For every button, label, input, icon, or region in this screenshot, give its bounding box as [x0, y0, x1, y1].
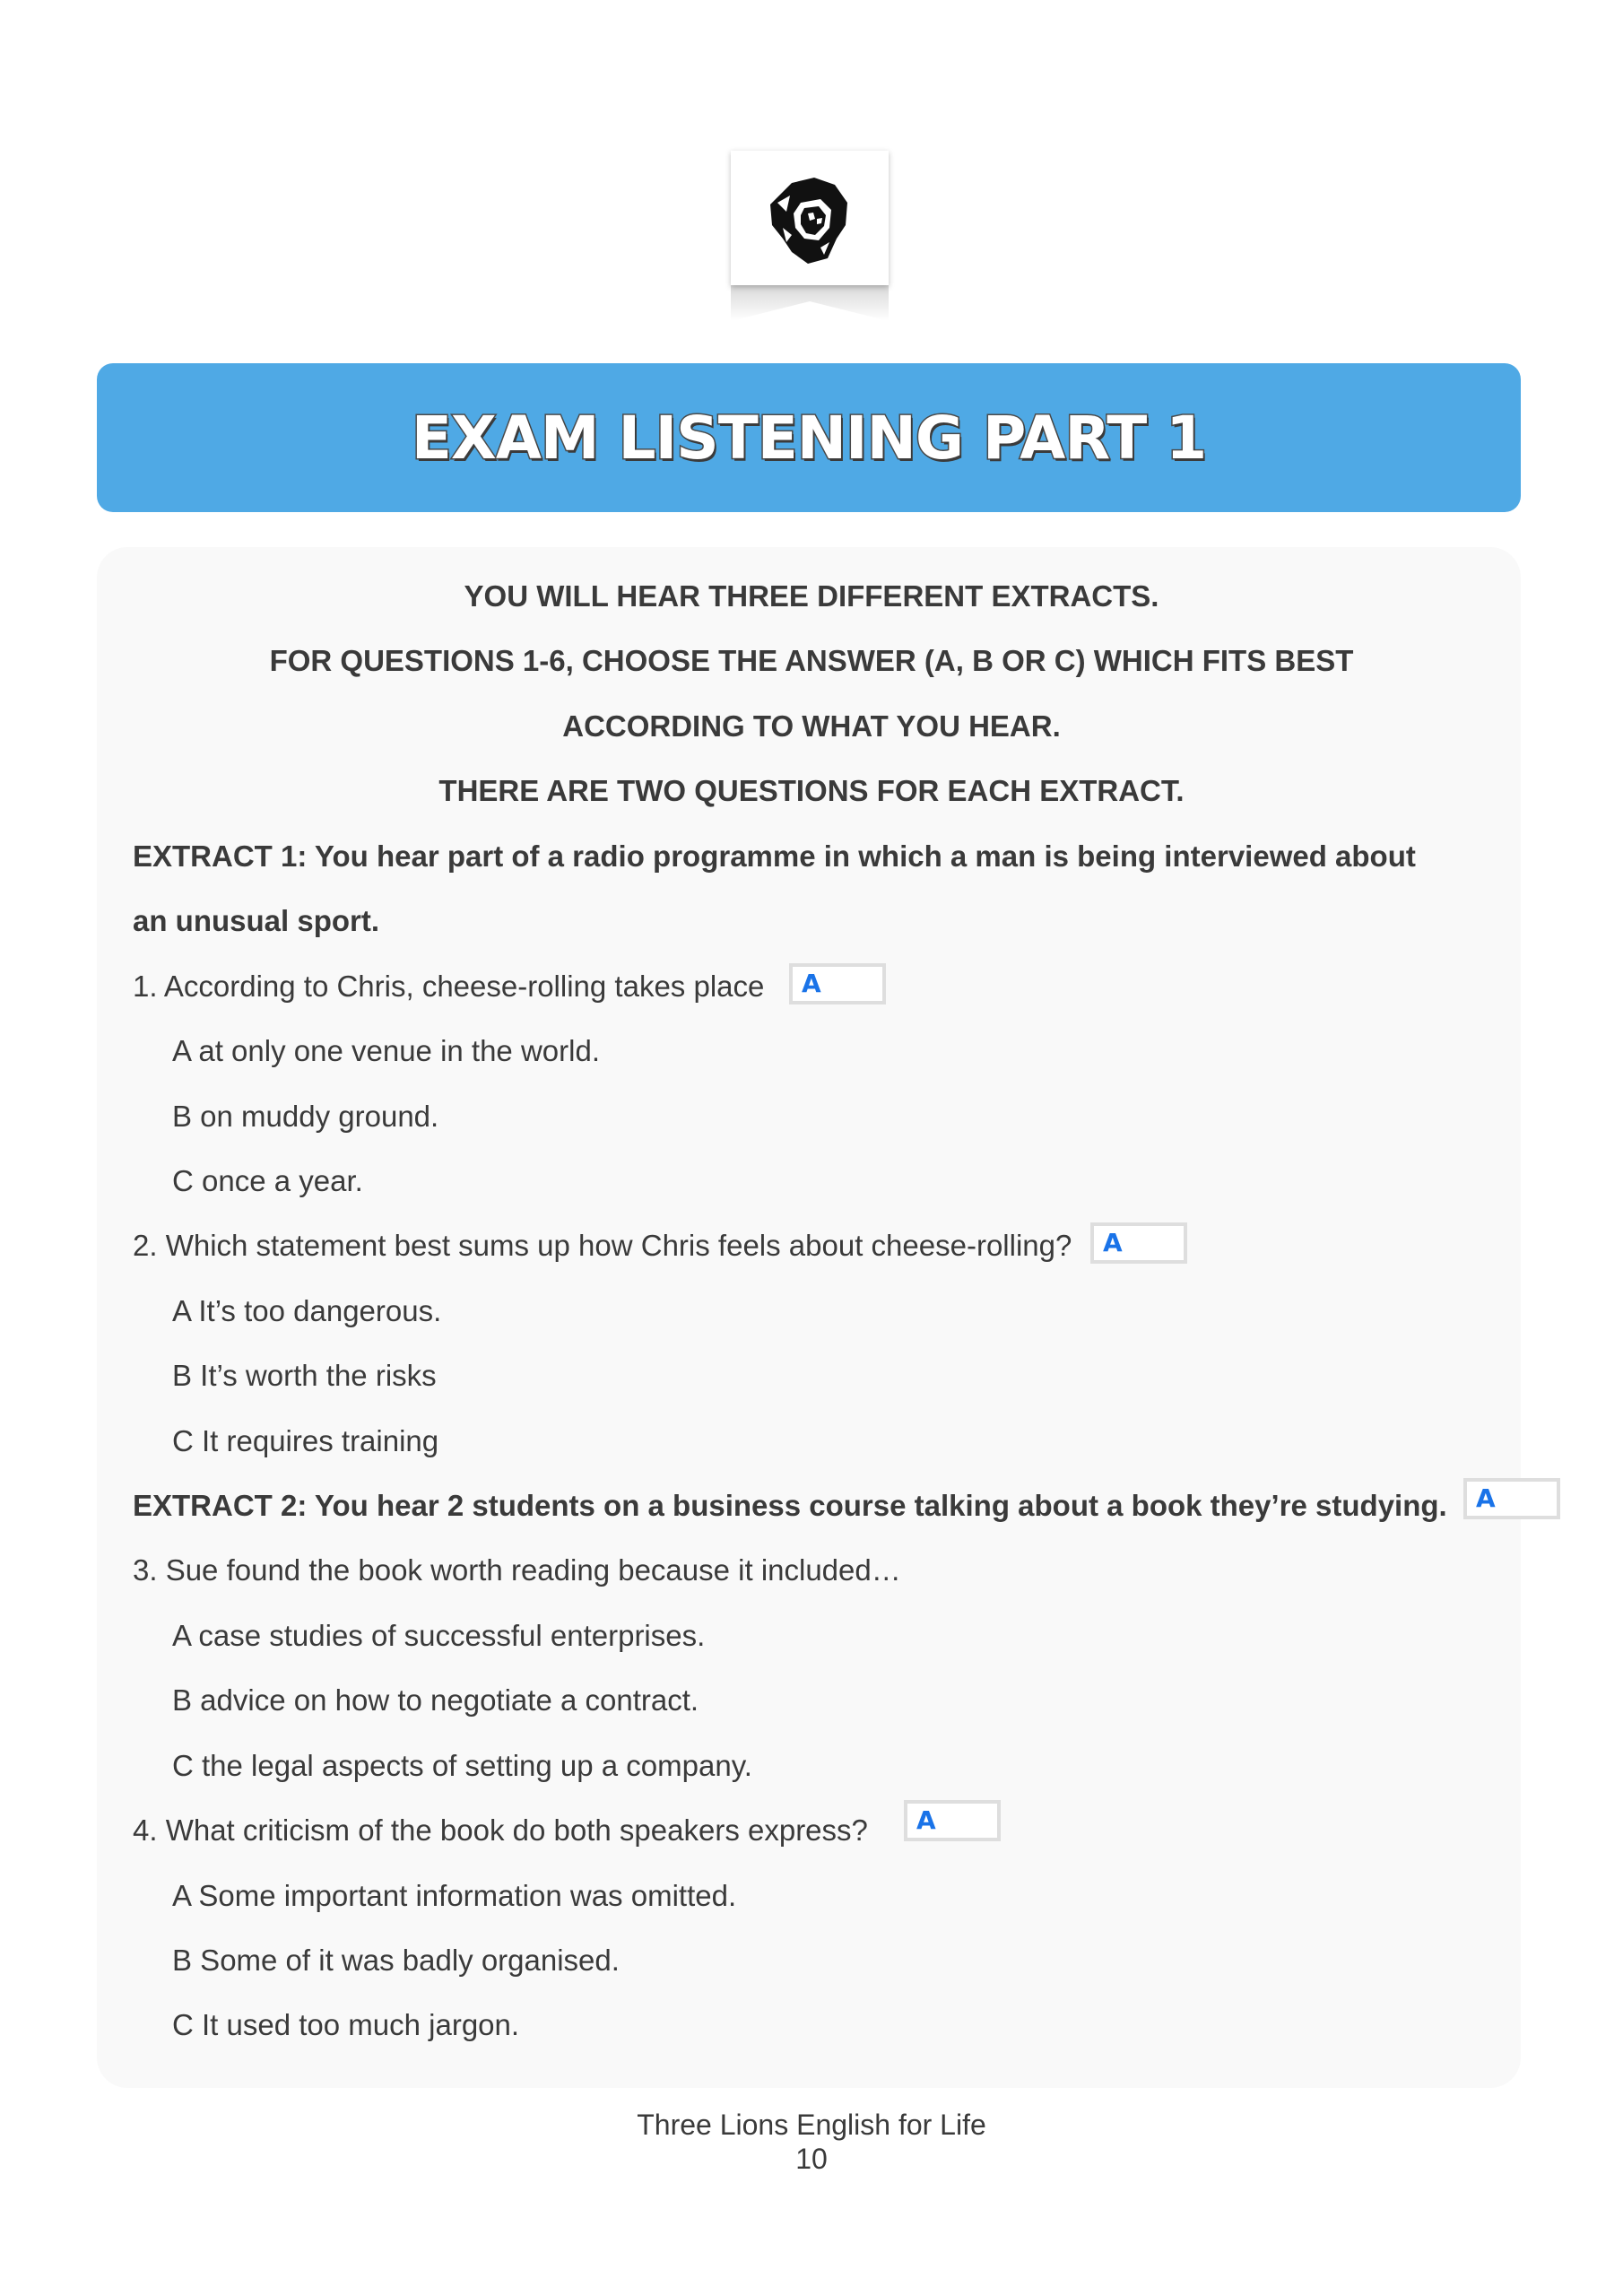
q1-option-b: B on muddy ground. [172, 1100, 439, 1133]
logo [731, 151, 889, 285]
instruction-line-4: THERE ARE TWO QUESTIONS FOR EACH EXTRACT. [438, 774, 1185, 807]
page-title: EXAM LISTENING PART 1 [411, 403, 1207, 473]
question-4: 4. What criticism of the book do both speakers express? [133, 1813, 868, 1847]
instruction-line-1: YOU WILL HEAR THREE DIFFERENT EXTRACTS. [464, 579, 1159, 613]
question-3: 3. Sue found the book worth reading because it included… [133, 1553, 901, 1587]
q3-option-b: B advice on how to negotiate a contract. [172, 1683, 699, 1717]
q1-option-c: C once a year. [172, 1164, 363, 1197]
q2-option-c: C It requires training [172, 1424, 439, 1457]
q1-option-a: A at only one venue in the world. [172, 1034, 600, 1067]
title-banner [97, 363, 1521, 512]
q4-option-b: B Some of it was badly organised. [172, 1944, 620, 1977]
q2-option-b: B It’s worth the risks [172, 1359, 437, 1392]
q3-option-a: A case studies of successful enterprises. [172, 1619, 706, 1652]
answer-box-q4[interactable]: A [904, 1800, 1001, 1841]
question-1: 1. According to Chris, cheese-rolling takes place [133, 970, 765, 1003]
lion-head-icon [765, 176, 855, 265]
extract-1-heading: EXTRACT 1: You hear part of a radio programme in which a man is being interviewed about [133, 839, 1416, 873]
answer-box-extract-2[interactable]: A [1463, 1478, 1560, 1519]
extract-2-heading: EXTRACT 2: You hear 2 students on a business course talking about a book they’re studying. [133, 1489, 1447, 1522]
instruction-line-3: ACCORDING TO WHAT YOU HEAR. [562, 709, 1061, 743]
q4-option-a: A Some important information was omitted. [172, 1879, 737, 1912]
q3-option-c: C the legal aspects of setting up a company. [172, 1749, 752, 1782]
logo-ribbon [731, 285, 889, 321]
q2-option-a: A It’s too dangerous. [172, 1294, 442, 1327]
q4-option-c: C It used too much jargon. [172, 2008, 520, 2041]
footer-publisher: Three Lions English for Life [637, 2109, 986, 2141]
answer-box-q1[interactable]: A [789, 963, 886, 1004]
extract-1-heading-cont: an unusual sport. [133, 904, 380, 937]
question-2: 2. Which statement best sums up how Chris feels about cheese-rolling? [133, 1229, 1072, 1262]
instruction-line-2: FOR QUESTIONS 1-6, CHOOSE THE ANSWER (A, B OR C) WHICH FITS BEST [269, 644, 1354, 677]
answer-box-q2[interactable]: A [1090, 1222, 1187, 1264]
footer-page-number: 10 [795, 2143, 828, 2175]
